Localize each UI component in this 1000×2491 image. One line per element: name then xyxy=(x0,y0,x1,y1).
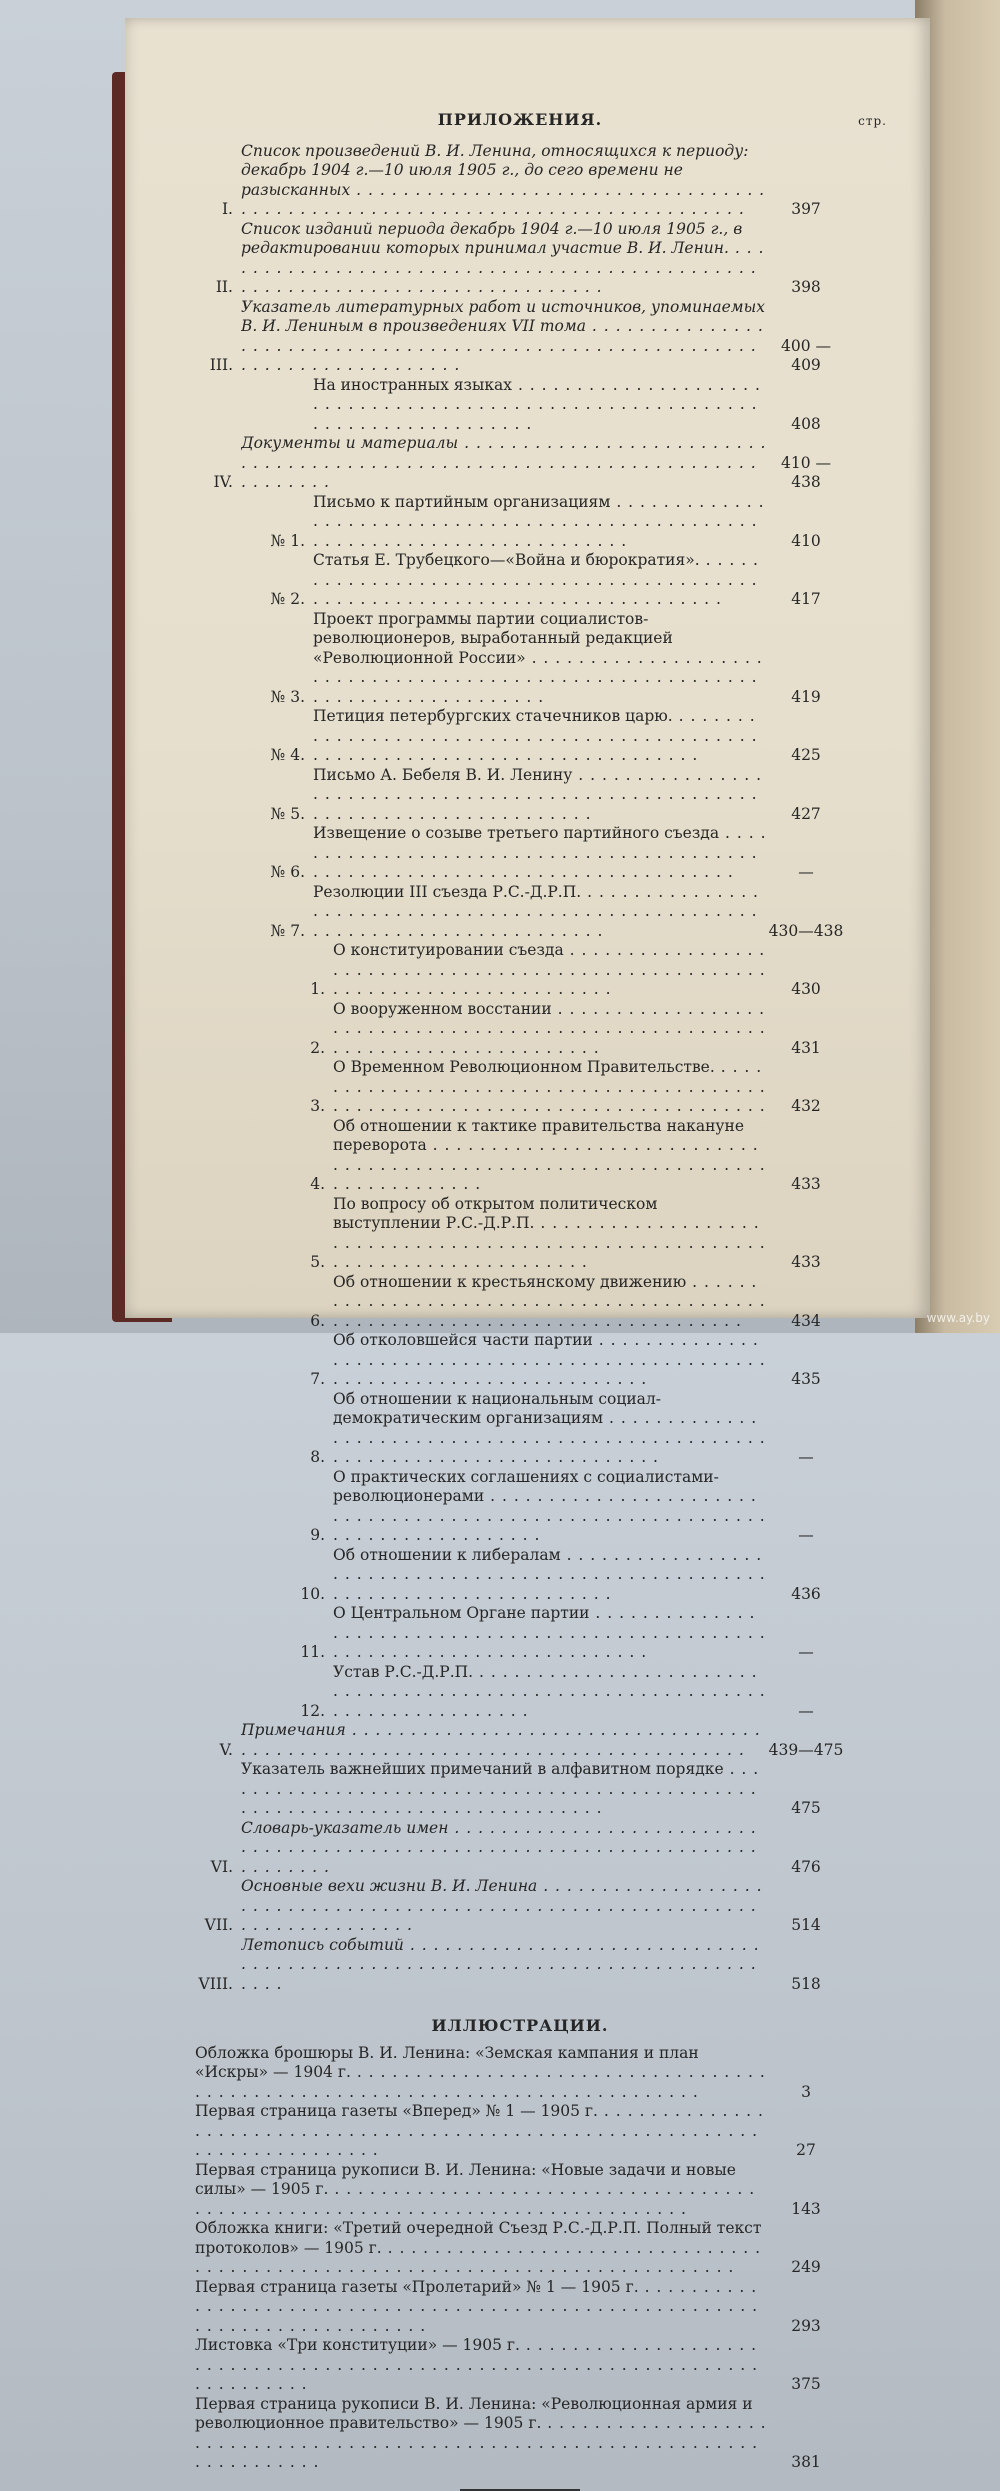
toc-entry xyxy=(195,941,845,1000)
toc-entry-page: 417 xyxy=(791,590,821,608)
toc-entry-title: О Центральном Органе партии . . . xyxy=(333,1604,767,1663)
toc-entry-page: 27 xyxy=(796,2141,816,2159)
toc-entry-title: Об отношении к тактике правительства накануне переворота . . . xyxy=(333,1117,767,1195)
toc-entry xyxy=(195,1273,845,1332)
toc-entry-number: 1. xyxy=(310,980,325,998)
toc-entry-title: Основные вехи жизни В. И. Ленина . . . xyxy=(241,1877,767,1936)
toc-entry-page: 436 xyxy=(791,1584,821,1603)
toc-entry-page: 430 xyxy=(791,980,821,998)
toc-entry-number: 3. xyxy=(310,1097,325,1115)
toc-entry-page: 3 xyxy=(801,2082,811,2101)
toc-entry-title: Проект программы партии социалистов-революционеров, выработанный редакцией «Революционной России» . . . xyxy=(313,610,767,708)
toc-entry-title: Указатель литературных работ и источников, упоминаемых В. И. Лениным в произведениях VII тома . . . xyxy=(241,298,767,376)
toc-entry-title: Список произведений В. И. Ленина, относящихся к периоду: декабрь 1904 г.—10 июля 1905 г., до сего времени не разысканных . . . xyxy=(241,142,767,220)
toc-entry-title: Резолюции III съезда Р.С.-Д.Р.П. . . . xyxy=(313,883,767,942)
toc-entry-page: 293 xyxy=(791,2316,821,2335)
toc-entry-page: 419 xyxy=(791,687,821,706)
toc-entry-page: 425 xyxy=(791,746,821,764)
appendix-list xyxy=(195,142,845,1995)
toc-entry-title: Словарь-указатель имен . . . xyxy=(241,1819,767,1878)
toc-entry-number: 8. xyxy=(310,1448,325,1466)
toc-entry-page: — xyxy=(798,863,814,881)
toc-entry-page: 427 xyxy=(791,804,821,823)
toc-entry xyxy=(195,2219,845,2278)
toc-entry-title: Документы и материалы . . . xyxy=(241,434,767,493)
toc-entry-title: О Временном Революционном Правительстве. . . . xyxy=(333,1058,767,1117)
toc-entry-number: II. xyxy=(215,278,233,296)
toc-entry-title: Статья Е. Трубецкого—«Война и бюрократия». . . . xyxy=(313,551,767,610)
toc-entry-title: Летопись событий . . . xyxy=(241,1936,767,1995)
toc-entry-page: 249 xyxy=(791,2258,821,2276)
illustrations-title: ИЛЛЮСТРАЦИИ. xyxy=(431,2016,609,2035)
toc-entry-title: Примечания . . . xyxy=(241,1721,767,1760)
toc-entry-page: 410 — 438 xyxy=(780,453,831,491)
toc-entry xyxy=(195,1390,845,1468)
toc-entry-title: По вопросу об открытом политическом выступлении Р.С.-Д.Р.П. . . . xyxy=(333,1195,767,1273)
toc-entry xyxy=(195,1721,845,1760)
toc-entry-title: Первая страница газеты «Вперед» № 1 — 1905 г. . . . xyxy=(195,2102,767,2161)
toc-entry-page: — xyxy=(798,1643,814,1661)
toc-entry-title: Об отношении к национальным социал-демократическим организациям . . . xyxy=(333,1390,767,1468)
toc-entry xyxy=(195,766,845,825)
toc-entry-number: 11. xyxy=(300,1643,325,1661)
toc-entry-number: № 1. xyxy=(270,531,305,550)
toc-entry xyxy=(195,1546,845,1605)
toc-entry-title: Письмо к партийным организациям . . . xyxy=(313,493,767,552)
toc-entry-title: Об отколовшейся части партии . . . xyxy=(333,1331,767,1390)
toc-entry-title: Листовка «Три конституции» — 1905 г. . . . xyxy=(195,2336,767,2395)
toc-entry-number: V. xyxy=(219,1740,233,1759)
toc-entry-number: VI. xyxy=(210,1857,233,1876)
toc-entry-number: 10. xyxy=(300,1584,325,1603)
toc-entry-page: — xyxy=(798,1701,814,1720)
toc-entry-number: № 7. xyxy=(270,921,305,940)
toc-entry xyxy=(195,551,845,610)
toc-entry xyxy=(195,883,845,942)
toc-entry-title: Первая страница рукописи В. И. Ленина: «Новые задачи и новые силы» — 1905 г. . . . xyxy=(195,2161,767,2220)
toc-entry xyxy=(195,707,845,766)
toc-entry-number: № 6. xyxy=(270,863,305,881)
toc-entry xyxy=(195,1936,845,1995)
toc-entry-title: Устав Р.С.-Д.Р.П. . . . xyxy=(333,1663,767,1722)
toc-entry-page: 408 xyxy=(791,414,821,433)
toc-entry-number: 12. xyxy=(300,1701,325,1720)
toc-entry-page: 518 xyxy=(791,1974,821,1993)
toc-entry-title: О практических соглашениях с социалистами-революционерами . . . xyxy=(333,1468,767,1546)
toc-entry-title: Письмо А. Бебеля В. И. Ленину . . . xyxy=(313,766,767,825)
toc-entry-page: 434 xyxy=(791,1311,821,1330)
toc-entry-title: Первая страница рукописи В. И. Ленина: «Революционная армия и революционное правительство» — 1905 г. . . . xyxy=(195,2395,767,2473)
closing-rule xyxy=(460,2489,580,2491)
toc-entry-number: 7. xyxy=(310,1370,325,1388)
toc-entry-page: 432 xyxy=(791,1097,821,1115)
toc-entry-number: I. xyxy=(221,200,233,218)
toc-entry-page: 476 xyxy=(791,1857,821,1876)
toc-entry xyxy=(195,2044,845,2103)
toc-entry-title: Извещение о созыве третьего партийного съезда . . . xyxy=(313,824,767,883)
toc-entry-number: VII. xyxy=(204,1916,233,1934)
toc-entry-page: 397 xyxy=(791,200,821,218)
toc-entry-number: 2. xyxy=(310,1038,325,1057)
toc-entry xyxy=(195,2336,845,2395)
toc-entry-number: IV. xyxy=(213,473,233,491)
illustrations-list xyxy=(195,2044,845,2473)
toc-entry xyxy=(195,1331,845,1390)
toc-entry xyxy=(195,1819,845,1878)
toc-entry-title: Петиция петербургских стачечников царю. . . . xyxy=(313,707,767,766)
page-content xyxy=(195,110,887,2491)
toc-entry xyxy=(195,220,845,298)
toc-entry-title: Об отношении к либералам . . . xyxy=(333,1546,767,1605)
toc-entry xyxy=(195,824,845,883)
toc-entry-number: № 4. xyxy=(270,746,305,764)
toc-entry-title: Обложка книги: «Третий очередной Съезд Р.С.-Д.Р.П. Полный текст протоколов» — 1905 г. . . . xyxy=(195,2219,767,2278)
toc-entry-page: — xyxy=(798,1526,814,1544)
toc-entry-number: № 3. xyxy=(270,687,305,706)
toc-entry xyxy=(195,1000,845,1059)
toc-entry xyxy=(195,434,845,493)
toc-entry-number: 9. xyxy=(310,1526,325,1544)
toc-entry xyxy=(195,2161,845,2220)
toc-entry-page: 398 xyxy=(791,278,821,296)
toc-entry-title: На иностранных языках . . . xyxy=(313,376,767,435)
toc-entry xyxy=(195,376,845,435)
toc-entry xyxy=(195,1117,845,1195)
toc-entry-page: 400 — 409 xyxy=(780,336,831,374)
toc-entry-title: О вооруженном восстании . . . xyxy=(333,1000,767,1059)
toc-entry-title: Обложка брошюры В. И. Ленина: «Земская кампания и план «Искры» — 1904 г. . . . xyxy=(195,2044,767,2103)
toc-entry-page: 431 xyxy=(791,1038,821,1057)
toc-entry xyxy=(195,1663,845,1722)
toc-entry-page: 475 xyxy=(791,1799,821,1817)
toc-entry-number: VIII. xyxy=(198,1974,233,1993)
toc-entry xyxy=(195,1877,845,1936)
toc-entry-number: III. xyxy=(209,356,233,374)
toc-entry-page: 381 xyxy=(791,2453,821,2471)
toc-entry-page: — xyxy=(798,1448,814,1466)
toc-entry xyxy=(195,2102,845,2161)
toc-entry-title: О конституировании съезда . . . xyxy=(333,941,767,1000)
toc-entry-page: 433 xyxy=(791,1175,821,1193)
toc-entry-title: Список изданий периода декабрь 1904 г.—10 июля 1905 г., в редактировании которых принимал участие В. И. Ленин. . . . xyxy=(241,220,767,298)
book-page xyxy=(125,18,930,2471)
toc-entry-page: 410 xyxy=(791,531,821,550)
toc-entry-page: 433 xyxy=(791,1253,821,1271)
toc-entry-number: 6. xyxy=(310,1311,325,1330)
toc-entry xyxy=(195,2278,845,2337)
toc-entry xyxy=(195,493,845,552)
watermark: www.ay.by xyxy=(926,1311,990,1325)
toc-entry-title: Первая страница газеты «Пролетарий» № 1 — 1905 г. . . . xyxy=(195,2278,767,2337)
toc-entry xyxy=(195,1604,845,1663)
toc-entry-page: 375 xyxy=(791,2375,821,2393)
toc-entry-number: 5. xyxy=(310,1253,325,1271)
toc-entry-page: 439—475 xyxy=(768,1740,844,1759)
toc-entry-number: 4. xyxy=(310,1175,325,1193)
toc-entry-page: 143 xyxy=(791,2199,821,2218)
toc-entry-title: Указатель важнейших примечаний в алфавитном порядке . . . xyxy=(241,1760,767,1819)
toc-entry xyxy=(195,1468,845,1546)
toc-entry-number: № 2. xyxy=(270,590,305,608)
toc-entry xyxy=(195,1760,845,1819)
toc-entry-number: № 5. xyxy=(270,804,305,823)
toc-entry xyxy=(195,142,845,220)
toc-entry xyxy=(195,298,845,376)
toc-entry xyxy=(195,610,845,708)
toc-entry-title: Об отношении к крестьянскому движению . . . xyxy=(333,1273,767,1332)
appendix-title: ПРИЛОЖЕНИЯ. xyxy=(437,110,603,129)
toc-entry xyxy=(195,1058,845,1117)
toc-entry xyxy=(195,1195,845,1273)
toc-entry xyxy=(195,2395,845,2473)
toc-entry-page: 430—438 xyxy=(768,921,844,940)
page-column-label: стр. xyxy=(858,114,887,128)
toc-entry-page: 435 xyxy=(791,1370,821,1388)
toc-entry-page: 514 xyxy=(791,1916,821,1934)
